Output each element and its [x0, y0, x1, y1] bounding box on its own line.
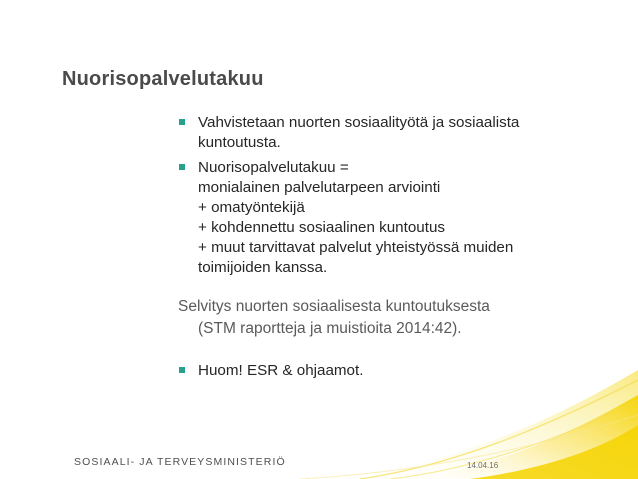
- bullet-line: toimijoiden kanssa.: [198, 259, 328, 276]
- reference-line: (STM raportteja ja muistioita 2014:42).: [198, 320, 462, 337]
- ministry-logo: SOSIAALI- JA TERVEYSMINISTERIÖ: [74, 456, 286, 468]
- bullet-line: monialainen palvelutarpeen arviointi: [198, 179, 441, 196]
- bullet-item: [178, 361, 598, 381]
- bullet-marker: [179, 367, 185, 373]
- bullet-marker: [179, 119, 185, 125]
- bullet-item: [178, 158, 598, 278]
- bullet-line: + kohdennettu sosiaalinen kuntoutus: [198, 219, 445, 236]
- bullet-item: [178, 113, 598, 153]
- slide-title: Nuorisopalvelutakuu: [62, 68, 264, 90]
- bullet-line: Huom! ESR & ohjaamot.: [198, 362, 364, 379]
- footer-date: 14.04.16: [467, 461, 499, 470]
- reference-line: Selvitys nuorten sosiaalisesta kuntoutuksesta: [178, 298, 490, 315]
- bullet-line: Vahvistetaan nuorten sosiaalityötä ja sosiaalista: [198, 114, 520, 131]
- bullet-marker: [179, 164, 185, 170]
- bullet-line: Nuorisopalvelutakuu =: [198, 159, 349, 176]
- report-reference: [178, 296, 598, 340]
- bullet-line: kuntoutusta.: [198, 134, 281, 151]
- bullet-line: + omatyöntekijä: [198, 199, 305, 216]
- bullet-line: + muut tarvittavat palvelut yhteistyössä muiden: [198, 239, 514, 256]
- slide-content: [178, 113, 598, 386]
